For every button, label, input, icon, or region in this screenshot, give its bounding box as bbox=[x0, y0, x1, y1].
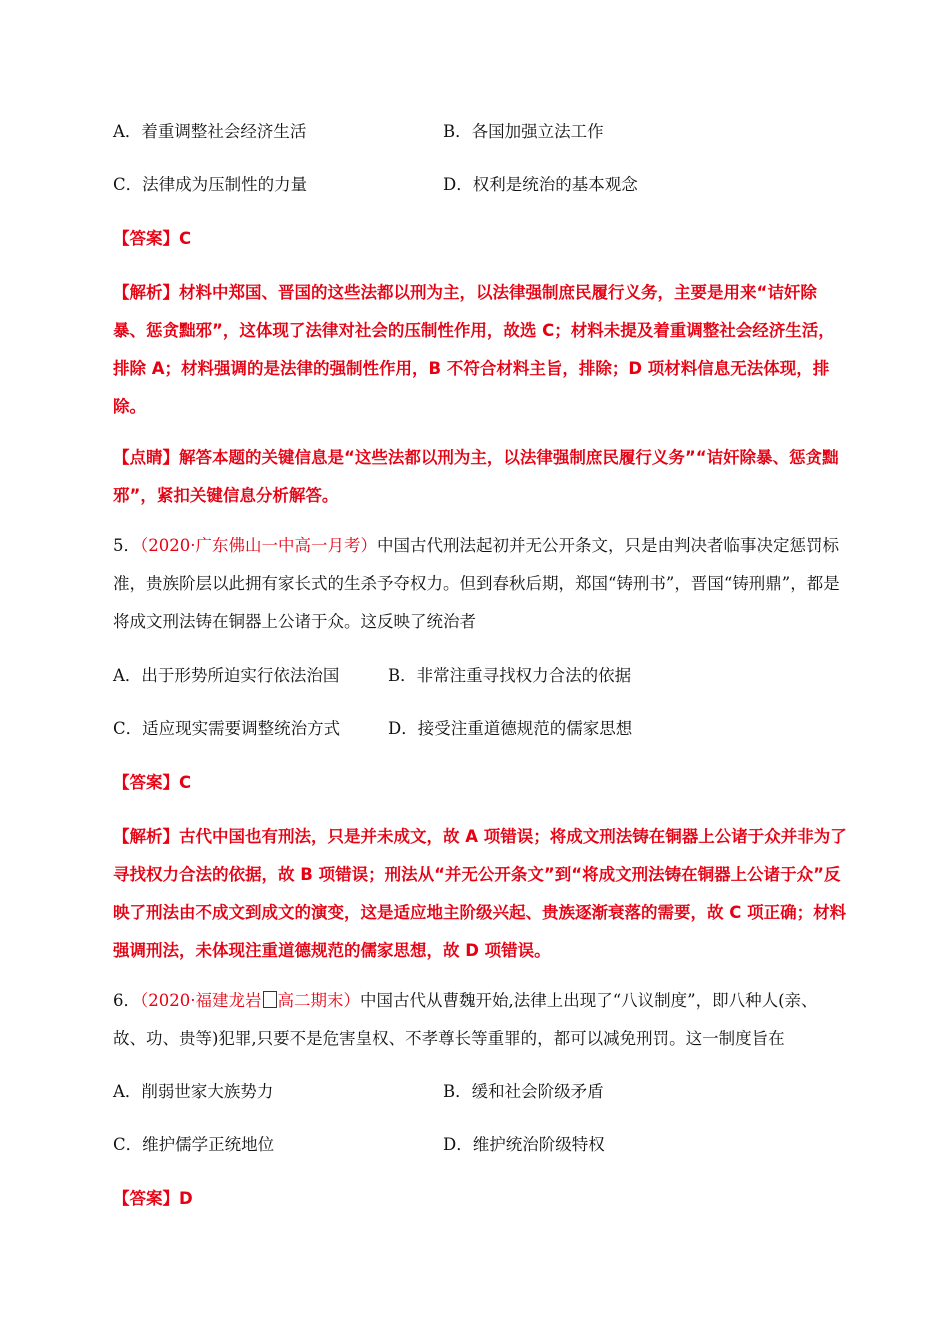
q6-source-b: 高二期末） bbox=[277, 991, 360, 1010]
q6-option-a: A．削弱世家大族势力 bbox=[113, 1082, 274, 1101]
q6-option-b: B．缓和社会阶级矛盾 bbox=[443, 1082, 604, 1101]
q5-option-b: B．非常注重寻找权力合法的依据 bbox=[388, 666, 632, 685]
q4-tip-label: 【点睛】 bbox=[113, 448, 179, 467]
q4-tip bbox=[113, 439, 848, 515]
q6-question bbox=[113, 982, 848, 1058]
q5-analysis-text: 古代中国也有刑法，只是并未成文，故 A 项错误；将成文刑法铸在铜器上公诸于众并非为了寻找权力合法的依据，故 B 项错误；刑法从“并无公开条文”到“将成文刑法铸在铜器上公诸于众”反映了刑法由不成文到成文的演变，这是适应地主阶级兴起、贵族逐渐衰落的需要，故 C 项正确；材料强调刑法，未体现注重道德规范的儒家思想，故 D 项错误。 bbox=[113, 827, 847, 960]
q4-option-d: D．权利是统治的基本观念 bbox=[443, 175, 638, 194]
q5-analysis bbox=[113, 818, 848, 970]
q4-option-a: A．着重调整社会经济生活 bbox=[113, 122, 307, 141]
missing-glyph-box bbox=[263, 991, 277, 1008]
q6-source-a: （2020·福建龙岩 bbox=[140, 991, 262, 1010]
q6-option-c: C．维护儒学正统地位 bbox=[113, 1135, 275, 1154]
q5-analysis-label: 【解析】 bbox=[113, 827, 179, 846]
q6-answer-label: 【答案】 bbox=[113, 1189, 179, 1208]
q4-answer-label: 【答案】 bbox=[113, 229, 179, 248]
q5-number: 5． bbox=[113, 536, 140, 555]
q5-question bbox=[113, 527, 848, 641]
q4-option-b: B．各国加强立法工作 bbox=[443, 122, 604, 141]
q6-option-d: D．维护统治阶级特权 bbox=[443, 1135, 605, 1154]
q5-stem: 中国古代刑法起初并无公开条文，只是由判决者临事决定惩罚标准，贵族阶层以此拥有家长式的生杀予夺权力。但到春秋后期，郑国“铸刑书”，晋国“铸刑鼎”，都是将成文刑法铸在铜器上公诸于众。这反映了统治者 bbox=[113, 536, 840, 631]
q5-answer-value: C bbox=[179, 773, 192, 792]
q4-analysis bbox=[113, 274, 848, 426]
q5-answer-label: 【答案】 bbox=[113, 773, 179, 792]
q4-answer bbox=[113, 229, 191, 249]
q4-analysis-text: 材料中郑国、晋国的这些法都以刑为主，以法律强制庶民履行义务，主要是用来“诘奸除暴、惩贪黜邪”，这体现了法律对社会的压制性作用，故选 C；材料未提及着重调整社会经济生活，排除 A；材料强调的是法律的强制性作用，B 不符合材料主旨，排除；D 项材料信息无法体现，排除。 bbox=[113, 283, 835, 416]
q5-option-a: A．出于形势所迫实行依法治国 bbox=[113, 666, 340, 685]
q4-analysis-label: 【解析】 bbox=[113, 283, 179, 302]
q5-answer bbox=[113, 773, 191, 793]
q5-option-c: C．适应现实需要调整统治方式 bbox=[113, 719, 341, 738]
q6-answer bbox=[113, 1189, 193, 1209]
q4-option-c: C．法律成为压制性的力量 bbox=[113, 175, 308, 194]
q6-number: 6． bbox=[113, 991, 140, 1010]
q5-source: （2020·广东佛山一中高一月考） bbox=[140, 536, 377, 555]
q4-tip-text: 解答本题的关键信息是“这些法都以刑为主，以法律强制庶民履行义务”“诘奸除暴、惩贪黜邪”，紧扣关键信息分析解答。 bbox=[113, 448, 839, 505]
q4-answer-value: C bbox=[179, 229, 192, 248]
q5-option-d: D．接受注重道德规范的儒家思想 bbox=[388, 719, 633, 738]
q6-stem: 中国古代从曹魏开始,法律上出现了“八议制度”，即八种人(亲、故、功、贵等)犯罪,只要不是危害皇权、不孝尊长等重罪的，都可以减免刑罚。这一制度旨在 bbox=[113, 991, 818, 1048]
q6-answer-value: D bbox=[179, 1189, 193, 1208]
